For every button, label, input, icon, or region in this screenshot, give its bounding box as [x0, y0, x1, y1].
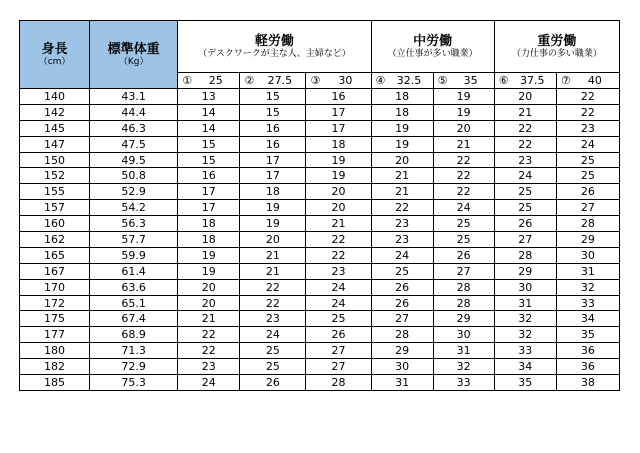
header-weight-unit: （Kg）: [118, 56, 149, 67]
calorie-cell: 22: [178, 327, 240, 343]
table-row: [20, 263, 620, 279]
factor-value: 37.5: [519, 74, 545, 87]
weight-cell: 59.9: [90, 247, 178, 263]
calorie-cell: 25: [556, 152, 619, 168]
table-row: [20, 343, 620, 359]
header-height-unit: （cm）: [38, 56, 71, 67]
calorie-cell: 16: [240, 136, 306, 152]
calorie-cell: 14: [178, 104, 240, 120]
calorie-cell: 26: [494, 216, 556, 232]
calorie-cell: 19: [240, 200, 306, 216]
height-cell: 140: [20, 89, 90, 105]
calorie-cell: 17: [178, 200, 240, 216]
calorie-cell: 28: [371, 327, 433, 343]
weight-cell: 65.1: [90, 295, 178, 311]
weight-cell: 75.3: [90, 375, 178, 391]
calorie-cell: 19: [240, 216, 306, 232]
calorie-cell: 22: [433, 168, 494, 184]
calorie-cell: 22: [178, 343, 240, 359]
calorie-cell: 31: [556, 263, 619, 279]
calorie-cell: 24: [433, 200, 494, 216]
calorie-cell: 28: [433, 279, 494, 295]
table-row: [20, 311, 620, 327]
header-heavy-sub: （力仕事の多い職業）: [511, 48, 602, 59]
calorie-cell: 22: [240, 279, 306, 295]
calorie-cell: 20: [306, 200, 371, 216]
calorie-cell: 27: [306, 359, 371, 375]
header-weight-label: 標準体重: [107, 41, 160, 57]
calorie-cell: 18: [371, 104, 433, 120]
calorie-cell: 19: [178, 247, 240, 263]
weight-cell: 56.3: [90, 216, 178, 232]
factor-cell: [178, 73, 240, 89]
calorie-cell: 26: [240, 375, 306, 391]
calorie-cell: 20: [433, 120, 494, 136]
height-cell: 170: [20, 279, 90, 295]
table-row: [20, 89, 620, 105]
calorie-cell: 22: [494, 120, 556, 136]
calorie-cell: 22: [371, 200, 433, 216]
height-cell: 147: [20, 136, 90, 152]
calorie-cell: 29: [556, 232, 619, 248]
factor-mark: ①: [182, 74, 193, 87]
header-medium-labor: [371, 21, 494, 73]
calorie-cell: 27: [371, 311, 433, 327]
calorie-cell: 29: [371, 343, 433, 359]
calorie-cell: 13: [178, 89, 240, 105]
calorie-cell: 33: [494, 343, 556, 359]
calorie-cell: 34: [494, 359, 556, 375]
factor-mark: ⑤: [437, 74, 448, 87]
weight-cell: 61.4: [90, 263, 178, 279]
calorie-cell: 23: [371, 232, 433, 248]
calorie-cell: 23: [240, 311, 306, 327]
calorie-cell: 18: [306, 136, 371, 152]
weight-cell: 43.1: [90, 89, 178, 105]
factor-mark: ⑥: [498, 74, 509, 87]
calorie-cell: 24: [371, 247, 433, 263]
calorie-cell: 22: [494, 136, 556, 152]
header-heavy-label: 重労働: [537, 33, 577, 49]
height-cell: 165: [20, 247, 90, 263]
calorie-cell: 27: [433, 263, 494, 279]
calorie-cell: 25: [306, 311, 371, 327]
calorie-cell: 23: [371, 216, 433, 232]
calorie-cell: 24: [178, 375, 240, 391]
factor-cell: [433, 73, 494, 89]
calorie-cell: 25: [494, 184, 556, 200]
calorie-cell: 21: [371, 184, 433, 200]
calorie-cell: 25: [240, 343, 306, 359]
calorie-cell: 18: [371, 89, 433, 105]
table-row: [20, 104, 620, 120]
calorie-cell: 17: [306, 104, 371, 120]
calorie-cell: 29: [433, 311, 494, 327]
calorie-cell: 19: [433, 89, 494, 105]
weight-cell: 71.3: [90, 343, 178, 359]
calorie-cell: 25: [240, 359, 306, 375]
calorie-cell: 31: [494, 295, 556, 311]
calorie-cell: 35: [494, 375, 556, 391]
header-medium-sub: （立仕事が多い職業）: [387, 48, 478, 59]
table-row: [20, 232, 620, 248]
weight-cell: 46.3: [90, 120, 178, 136]
calorie-cell: 17: [240, 168, 306, 184]
calorie-cell: 22: [556, 89, 619, 105]
calorie-cell: 21: [306, 216, 371, 232]
table-row: [20, 327, 620, 343]
calorie-cell: 23: [556, 120, 619, 136]
calorie-cell: 20: [178, 295, 240, 311]
weight-cell: 47.5: [90, 136, 178, 152]
weight-cell: 63.6: [90, 279, 178, 295]
weight-cell: 57.7: [90, 232, 178, 248]
calorie-cell: 25: [433, 232, 494, 248]
header-weight: [90, 21, 178, 89]
calorie-cell: 26: [306, 327, 371, 343]
table-row: [20, 168, 620, 184]
calorie-cell: 31: [433, 343, 494, 359]
table-row: [20, 136, 620, 152]
calorie-cell: 17: [178, 184, 240, 200]
height-cell: 155: [20, 184, 90, 200]
factor-mark: ③: [310, 74, 321, 87]
height-cell: 145: [20, 120, 90, 136]
calorie-cell: 20: [306, 184, 371, 200]
factor-mark: ⑦: [560, 74, 571, 87]
weight-cell: 49.5: [90, 152, 178, 168]
calorie-cell: 27: [306, 343, 371, 359]
height-cell: 152: [20, 168, 90, 184]
header-light-labor: [178, 21, 371, 73]
calorie-cell: 18: [178, 232, 240, 248]
calorie-cell: 21: [494, 104, 556, 120]
weight-cell: 50.8: [90, 168, 178, 184]
calorie-cell: 36: [556, 359, 619, 375]
calorie-cell: 23: [178, 359, 240, 375]
height-cell: 182: [20, 359, 90, 375]
factor-value: 32.5: [396, 74, 422, 87]
calorie-cell: 18: [178, 216, 240, 232]
table-row: [20, 152, 620, 168]
calorie-cell: 29: [494, 263, 556, 279]
factor-cell: [494, 73, 556, 89]
calorie-cell: 23: [306, 263, 371, 279]
calorie-cell: 20: [178, 279, 240, 295]
calorie-cell: 24: [556, 136, 619, 152]
factor-value: 25: [208, 74, 223, 87]
calorie-cell: 33: [433, 375, 494, 391]
weight-cell: 44.4: [90, 104, 178, 120]
header-heavy-labor: [494, 21, 619, 73]
calorie-cell: 30: [371, 359, 433, 375]
height-cell: 162: [20, 232, 90, 248]
calorie-cell: 25: [494, 200, 556, 216]
calorie-cell: 33: [556, 295, 619, 311]
height-cell: 142: [20, 104, 90, 120]
calorie-cell: 20: [494, 89, 556, 105]
factor-cell: [371, 73, 433, 89]
calorie-cell: 30: [433, 327, 494, 343]
calorie-cell: 24: [306, 295, 371, 311]
calorie-cell: 24: [306, 279, 371, 295]
calorie-cell: 21: [240, 263, 306, 279]
calorie-cell: 22: [433, 184, 494, 200]
factor-value: 27.5: [267, 74, 293, 87]
calorie-cell: 27: [494, 232, 556, 248]
calorie-cell: 21: [240, 247, 306, 263]
calorie-cell: 26: [371, 295, 433, 311]
calorie-cell: 15: [178, 136, 240, 152]
calorie-cell: 19: [433, 104, 494, 120]
calorie-cell: 24: [494, 168, 556, 184]
table-row: [20, 279, 620, 295]
table-row: [20, 359, 620, 375]
height-cell: 177: [20, 327, 90, 343]
height-cell: 160: [20, 216, 90, 232]
calorie-cell: 25: [556, 168, 619, 184]
header-light-label: 軽労働: [254, 33, 294, 49]
calorie-cell: 23: [494, 152, 556, 168]
calorie-cell: 16: [306, 89, 371, 105]
calorie-cell: 28: [556, 216, 619, 232]
calorie-cell: 22: [306, 232, 371, 248]
calorie-cell: 32: [494, 311, 556, 327]
calorie-cell: 17: [240, 152, 306, 168]
calorie-cell: 34: [556, 311, 619, 327]
calorie-cell: 20: [371, 152, 433, 168]
calorie-cell: 35: [556, 327, 619, 343]
calorie-cell: 27: [556, 200, 619, 216]
calorie-cell: 16: [240, 120, 306, 136]
height-cell: 167: [20, 263, 90, 279]
weight-cell: 72.9: [90, 359, 178, 375]
factor-cell: [240, 73, 306, 89]
calorie-cell: 32: [494, 327, 556, 343]
table-row: [20, 247, 620, 263]
calorie-cell: 28: [306, 375, 371, 391]
calorie-cell: 15: [240, 89, 306, 105]
factor-cell: [556, 73, 619, 89]
weight-cell: 67.4: [90, 311, 178, 327]
table-row: [20, 295, 620, 311]
calorie-cell: 17: [306, 120, 371, 136]
table-body: [20, 89, 620, 391]
calorie-cell: 19: [371, 120, 433, 136]
table-row: [20, 200, 620, 216]
calorie-cell: 18: [240, 184, 306, 200]
header-height-label: 身長: [41, 41, 68, 57]
calorie-cell: 22: [306, 247, 371, 263]
height-cell: 150: [20, 152, 90, 168]
calorie-cell: 32: [433, 359, 494, 375]
factor-mark: ②: [244, 74, 255, 87]
calorie-cell: 19: [371, 136, 433, 152]
factor-mark: ④: [375, 74, 386, 87]
weight-cell: 52.9: [90, 184, 178, 200]
calorie-table: [19, 20, 620, 391]
header-row: [20, 21, 620, 73]
height-cell: 175: [20, 311, 90, 327]
table-row: [20, 216, 620, 232]
calorie-cell: 38: [556, 375, 619, 391]
calorie-cell: 26: [371, 279, 433, 295]
height-cell: 157: [20, 200, 90, 216]
weight-cell: 54.2: [90, 200, 178, 216]
calorie-cell: 19: [306, 152, 371, 168]
calorie-cell: 19: [178, 263, 240, 279]
calorie-cell: 16: [178, 168, 240, 184]
calorie-cell: 24: [240, 327, 306, 343]
calorie-cell: 14: [178, 120, 240, 136]
calorie-cell: 28: [494, 247, 556, 263]
calorie-cell: 21: [178, 311, 240, 327]
calorie-cell: 20: [240, 232, 306, 248]
calorie-cell: 22: [240, 295, 306, 311]
table-row: [20, 184, 620, 200]
factor-value: 30: [338, 74, 353, 87]
header-medium-label: 中労働: [413, 33, 453, 49]
header-light-sub: （デスクワークが主な人、主婦など）: [198, 48, 351, 59]
calorie-cell: 31: [371, 375, 433, 391]
height-cell: 185: [20, 375, 90, 391]
factor-value: 40: [587, 74, 602, 87]
calorie-cell: 21: [371, 168, 433, 184]
height-cell: 180: [20, 343, 90, 359]
calorie-cell: 26: [556, 184, 619, 200]
calorie-cell: 25: [371, 263, 433, 279]
calorie-cell: 30: [494, 279, 556, 295]
calorie-cell: 26: [433, 247, 494, 263]
calorie-cell: 19: [306, 168, 371, 184]
weight-cell: 68.9: [90, 327, 178, 343]
calorie-cell: 21: [433, 136, 494, 152]
calorie-cell: 15: [240, 104, 306, 120]
table-row: [20, 120, 620, 136]
height-cell: 172: [20, 295, 90, 311]
calorie-cell: 30: [556, 247, 619, 263]
calorie-cell: 22: [556, 104, 619, 120]
calorie-cell: 28: [433, 295, 494, 311]
calorie-cell: 25: [433, 216, 494, 232]
calorie-cell: 15: [178, 152, 240, 168]
factor-cell: [306, 73, 371, 89]
factor-value: 35: [463, 74, 478, 87]
calorie-cell: 22: [433, 152, 494, 168]
calorie-cell: 36: [556, 343, 619, 359]
calorie-cell: 32: [556, 279, 619, 295]
table-row: [20, 375, 620, 391]
header-height: [20, 21, 90, 89]
